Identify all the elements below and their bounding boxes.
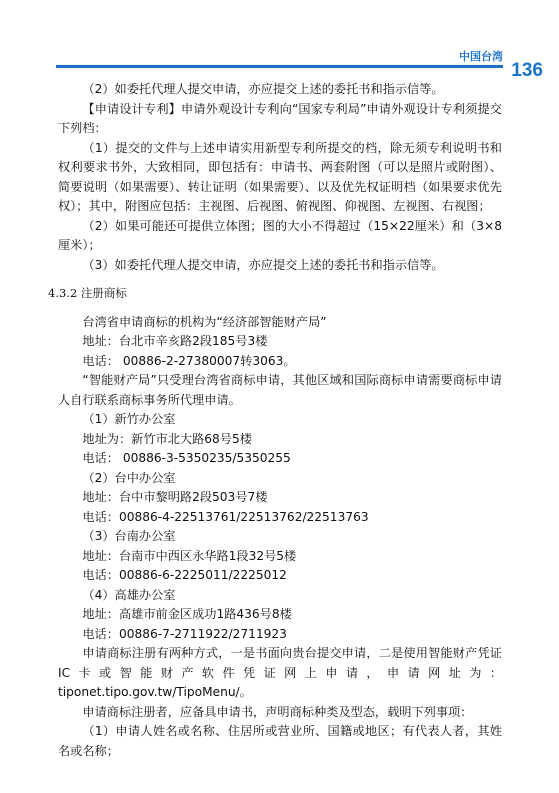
- paragraph: “智能财产局”只受理台湾省商标申请，其他区域和国际商标申请需要商标申请人自行联系商标事务所代理申请。: [58, 373, 502, 407]
- address-line: 地址：高雄市前金区成功1路436号8楼: [82, 607, 292, 621]
- paragraph: 台湾省申请商标的机构为“经济部智能财产局”: [82, 314, 327, 329]
- header-rule: [56, 65, 503, 68]
- phone-line: 电话： 00886-3-5350235/5350255: [82, 451, 291, 465]
- phone-line: 电话：00886-4-22513761/22513762/22513763: [82, 509, 369, 524]
- paragraph: （2）如果可能还可提供立体图；图的大小不得超过（15×22厘米）和（3×8厘米）；: [58, 218, 502, 252]
- address-line: 地址：台中市黎明路2段503号7楼: [82, 490, 268, 504]
- section-heading: 4.3.2 注册商标: [48, 286, 127, 300]
- paragraph: （1）申请人姓名或名称、住居所或营业所、国籍或地区；有代表人者，其姓名或名称；: [58, 724, 502, 758]
- paragraph: 申请商标注册者，应备具申请书，声明商标种类及型态，载明下列事项：: [82, 704, 473, 719]
- address-line: 地址为：新竹市北大路68号5楼: [82, 431, 252, 446]
- office-title: （3）台南办公室: [82, 529, 176, 543]
- address-line: 地址：台南市中西区永华路1段32号5楼: [82, 548, 297, 563]
- page-header: [0, 48, 559, 81]
- paragraph: （3）如委托代理人提交申请，亦应提交上述的委托书和指示信等。: [82, 257, 444, 272]
- paragraph-design-patent: 【申请设计专利】申请外观设计专利向“国家专利局”申请外观设计专利须提交下列档：: [58, 101, 502, 135]
- office-title: （2）台中办公室: [82, 470, 176, 485]
- region-name: 中国台湾: [459, 50, 503, 63]
- office-title: （1）新竹办公室: [82, 412, 176, 426]
- page-body: [48, 80, 502, 761]
- office-title: （4）高雄办公室: [82, 587, 176, 602]
- phone-line: 电话：00886-7-2711922/2711923: [82, 626, 287, 641]
- paragraph: 申请商标注册有两种方式，一是书面向贵台提交申请，二是使用智能财产凭证IC卡或智能财产软件凭证网上申请，申请网址为：tiponet.tipo.gov.tw/TipoMenu/。: [58, 646, 502, 699]
- phone-line: 电话： 00886-2-27380007转3063。: [82, 353, 296, 368]
- address-line: 地址：台北市辛亥路2段185号3楼: [82, 334, 268, 348]
- paragraph: （2）如委托代理人提交申请，亦应提交上述的委托书和指示信等。: [82, 82, 444, 96]
- phone-line: 电话：00886-6-2225011/2225012: [82, 568, 287, 582]
- paragraph: （1）提交的文件与上述申请实用新型专利所提交的档，除无须专利说明书和权利要求书外，大致相同，即包括有：申请书、两套附图（可以是照片或附图）、简要说明（如果需要）、转让证明（如果需要）、以及优先权证明档（如果要求优先权）；其中，附图应包括：主视图、后视图、俯视图、仰视图、左视图、右视图；: [58, 140, 502, 213]
- page-number: 136: [511, 60, 543, 81]
